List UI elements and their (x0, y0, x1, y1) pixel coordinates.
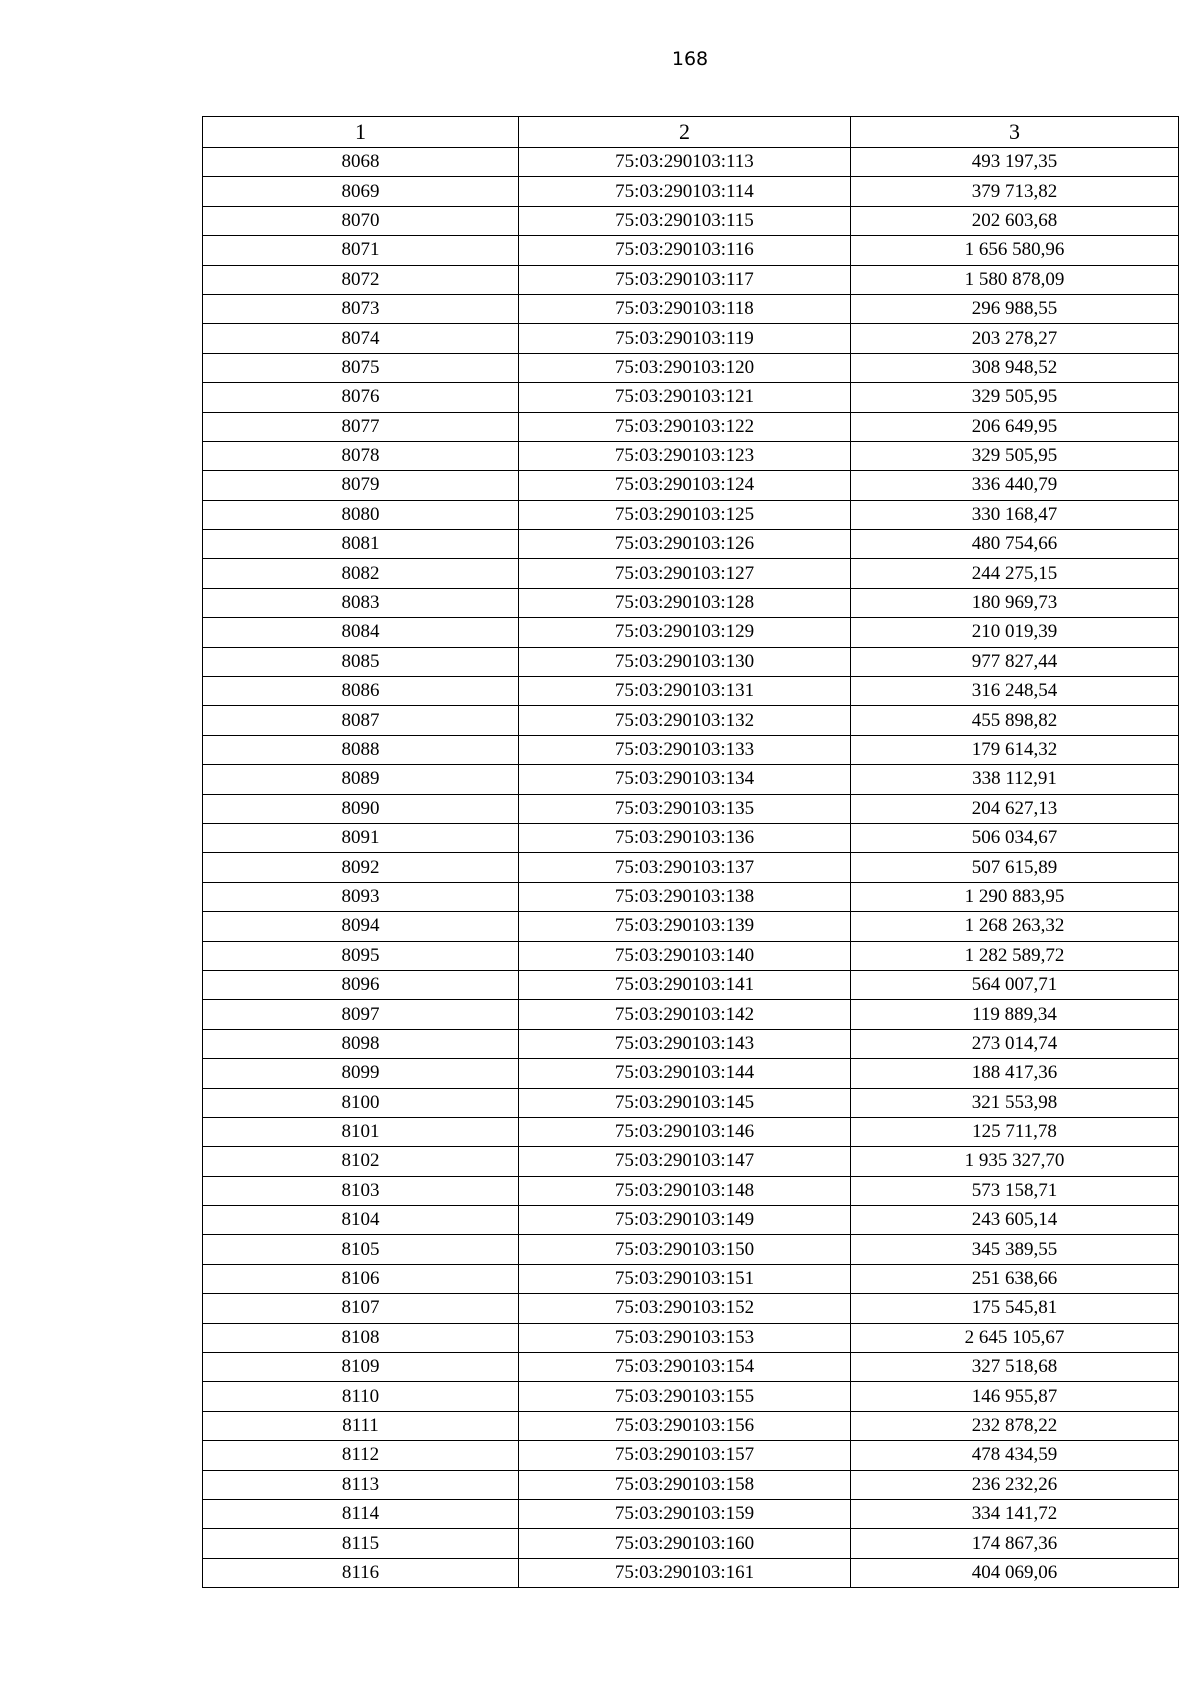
table-row (203, 1000, 1179, 1029)
column-header-3: 3 (851, 117, 1179, 148)
cell-value: 202 603,68 (851, 206, 1179, 235)
column-header-1: 1 (203, 117, 519, 148)
table-row (203, 970, 1179, 999)
cell-number: 8093 (203, 882, 519, 911)
table-row (203, 1323, 1179, 1352)
table-row (203, 1059, 1179, 1088)
table-row (203, 1529, 1179, 1558)
cell-value: 1 935 327,70 (851, 1147, 1179, 1176)
cell-value: 336 440,79 (851, 471, 1179, 500)
cell-value: 210 019,39 (851, 618, 1179, 647)
cell-cadastral-number: 75:03:290103:143 (519, 1029, 851, 1058)
cell-number: 8104 (203, 1206, 519, 1235)
cell-number: 8102 (203, 1147, 519, 1176)
cell-value: 308 948,52 (851, 353, 1179, 382)
cell-value: 243 605,14 (851, 1206, 1179, 1235)
cell-number: 8079 (203, 471, 519, 500)
cell-number: 8068 (203, 148, 519, 177)
cell-cadastral-number: 75:03:290103:144 (519, 1059, 851, 1088)
cell-value: 1 580 878,09 (851, 265, 1179, 294)
cell-cadastral-number: 75:03:290103:152 (519, 1294, 851, 1323)
cell-number: 8071 (203, 236, 519, 265)
table-row (203, 1382, 1179, 1411)
table-row (203, 677, 1179, 706)
cell-value: 174 867,36 (851, 1529, 1179, 1558)
table-row (203, 882, 1179, 911)
cell-cadastral-number: 75:03:290103:113 (519, 148, 851, 177)
cell-cadastral-number: 75:03:290103:137 (519, 853, 851, 882)
cell-value: 1 290 883,95 (851, 882, 1179, 911)
table-row (203, 441, 1179, 470)
table-row (203, 1235, 1179, 1264)
cell-cadastral-number: 75:03:290103:129 (519, 618, 851, 647)
cell-cadastral-number: 75:03:290103:148 (519, 1176, 851, 1205)
table-row (203, 1117, 1179, 1146)
cell-number: 8106 (203, 1264, 519, 1293)
table-row (203, 471, 1179, 500)
cell-number: 8109 (203, 1353, 519, 1382)
cell-number: 8090 (203, 794, 519, 823)
cell-cadastral-number: 75:03:290103:149 (519, 1206, 851, 1235)
table-row (203, 294, 1179, 323)
cell-number: 8098 (203, 1029, 519, 1058)
cell-cadastral-number: 75:03:290103:132 (519, 706, 851, 735)
cell-number: 8080 (203, 500, 519, 529)
table-row (203, 177, 1179, 206)
cell-value: 1 268 263,32 (851, 912, 1179, 941)
cell-number: 8116 (203, 1558, 519, 1587)
cell-value: 977 827,44 (851, 647, 1179, 676)
cell-number: 8078 (203, 441, 519, 470)
header-row (203, 117, 1179, 148)
table-row (203, 1411, 1179, 1440)
table-row (203, 1147, 1179, 1176)
table-row (203, 1558, 1179, 1587)
cell-value: 232 878,22 (851, 1411, 1179, 1440)
cell-value: 507 615,89 (851, 853, 1179, 882)
cell-number: 8089 (203, 765, 519, 794)
cell-cadastral-number: 75:03:290103:131 (519, 677, 851, 706)
cell-value: 564 007,71 (851, 970, 1179, 999)
cell-value: 493 197,35 (851, 148, 1179, 177)
cell-cadastral-number: 75:03:290103:159 (519, 1499, 851, 1528)
table-row (203, 853, 1179, 882)
cell-cadastral-number: 75:03:290103:130 (519, 647, 851, 676)
cell-value: 296 988,55 (851, 294, 1179, 323)
cell-value: 125 711,78 (851, 1117, 1179, 1146)
table-row (203, 1470, 1179, 1499)
cell-cadastral-number: 75:03:290103:117 (519, 265, 851, 294)
cell-number: 8113 (203, 1470, 519, 1499)
table-row (203, 1088, 1179, 1117)
cell-cadastral-number: 75:03:290103:141 (519, 970, 851, 999)
cell-value: 334 141,72 (851, 1499, 1179, 1528)
cell-cadastral-number: 75:03:290103:121 (519, 383, 851, 412)
cell-number: 8103 (203, 1176, 519, 1205)
cell-value: 480 754,66 (851, 530, 1179, 559)
cell-number: 8115 (203, 1529, 519, 1558)
table-row (203, 1499, 1179, 1528)
cell-number: 8072 (203, 265, 519, 294)
cell-value: 329 505,95 (851, 441, 1179, 470)
cell-cadastral-number: 75:03:290103:157 (519, 1441, 851, 1470)
cell-cadastral-number: 75:03:290103:114 (519, 177, 851, 206)
cell-number: 8101 (203, 1117, 519, 1146)
cell-cadastral-number: 75:03:290103:158 (519, 1470, 851, 1499)
table-row (203, 353, 1179, 382)
cell-number: 8083 (203, 588, 519, 617)
cell-value: 506 034,67 (851, 823, 1179, 852)
cell-cadastral-number: 75:03:290103:140 (519, 941, 851, 970)
table-row (203, 500, 1179, 529)
cell-value: 188 417,36 (851, 1059, 1179, 1088)
cell-cadastral-number: 75:03:290103:125 (519, 500, 851, 529)
cell-cadastral-number: 75:03:290103:122 (519, 412, 851, 441)
cell-cadastral-number: 75:03:290103:119 (519, 324, 851, 353)
cell-value: 316 248,54 (851, 677, 1179, 706)
cell-cadastral-number: 75:03:290103:155 (519, 1382, 851, 1411)
table-row (203, 765, 1179, 794)
table-row (203, 941, 1179, 970)
cell-cadastral-number: 75:03:290103:139 (519, 912, 851, 941)
table-row (203, 530, 1179, 559)
table-row (203, 794, 1179, 823)
cell-cadastral-number: 75:03:290103:146 (519, 1117, 851, 1146)
cell-number: 8100 (203, 1088, 519, 1117)
table-row (203, 1353, 1179, 1382)
table-row (203, 706, 1179, 735)
cell-value: 146 955,87 (851, 1382, 1179, 1411)
cell-value: 251 638,66 (851, 1264, 1179, 1293)
table-row (203, 148, 1179, 177)
cell-number: 8094 (203, 912, 519, 941)
cell-cadastral-number: 75:03:290103:142 (519, 1000, 851, 1029)
cell-value: 175 545,81 (851, 1294, 1179, 1323)
cell-value: 327 518,68 (851, 1353, 1179, 1382)
table-row (203, 1029, 1179, 1058)
cell-value: 338 112,91 (851, 765, 1179, 794)
cell-number: 8085 (203, 647, 519, 676)
cell-value: 273 014,74 (851, 1029, 1179, 1058)
cell-cadastral-number: 75:03:290103:127 (519, 559, 851, 588)
cell-cadastral-number: 75:03:290103:154 (519, 1353, 851, 1382)
column-header-2: 2 (519, 117, 851, 148)
cell-value: 455 898,82 (851, 706, 1179, 735)
cell-number: 8108 (203, 1323, 519, 1352)
cell-value: 1 656 580,96 (851, 236, 1179, 265)
data-table (202, 116, 1179, 1588)
cell-cadastral-number: 75:03:290103:147 (519, 1147, 851, 1176)
cell-value: 203 278,27 (851, 324, 1179, 353)
cell-cadastral-number: 75:03:290103:133 (519, 735, 851, 764)
cell-value: 404 069,06 (851, 1558, 1179, 1587)
cell-value: 321 553,98 (851, 1088, 1179, 1117)
cell-value: 330 168,47 (851, 500, 1179, 529)
table-row (203, 383, 1179, 412)
cell-value: 119 889,34 (851, 1000, 1179, 1029)
table-row (203, 324, 1179, 353)
table-row (203, 588, 1179, 617)
cell-cadastral-number: 75:03:290103:151 (519, 1264, 851, 1293)
cell-cadastral-number: 75:03:290103:150 (519, 1235, 851, 1264)
table-row (203, 559, 1179, 588)
cell-number: 8082 (203, 559, 519, 588)
cell-number: 8087 (203, 706, 519, 735)
cell-number: 8097 (203, 1000, 519, 1029)
cell-value: 573 158,71 (851, 1176, 1179, 1205)
cell-value: 179 614,32 (851, 735, 1179, 764)
table-row (203, 1176, 1179, 1205)
cell-cadastral-number: 75:03:290103:145 (519, 1088, 851, 1117)
cell-number: 8095 (203, 941, 519, 970)
cell-cadastral-number: 75:03:290103:135 (519, 794, 851, 823)
cell-number: 8069 (203, 177, 519, 206)
cell-cadastral-number: 75:03:290103:126 (519, 530, 851, 559)
cell-cadastral-number: 75:03:290103:134 (519, 765, 851, 794)
cell-cadastral-number: 75:03:290103:138 (519, 882, 851, 911)
table-row (203, 912, 1179, 941)
cell-cadastral-number: 75:03:290103:161 (519, 1558, 851, 1587)
cell-value: 478 434,59 (851, 1441, 1179, 1470)
cell-value: 329 505,95 (851, 383, 1179, 412)
cell-value: 379 713,82 (851, 177, 1179, 206)
cell-number: 8076 (203, 383, 519, 412)
cell-number: 8091 (203, 823, 519, 852)
cell-value: 180 969,73 (851, 588, 1179, 617)
cell-cadastral-number: 75:03:290103:128 (519, 588, 851, 617)
cell-number: 8112 (203, 1441, 519, 1470)
cell-cadastral-number: 75:03:290103:136 (519, 823, 851, 852)
table-row (203, 1294, 1179, 1323)
cell-cadastral-number: 75:03:290103:116 (519, 236, 851, 265)
table-row (203, 1441, 1179, 1470)
cell-number: 8088 (203, 735, 519, 764)
table-body (203, 148, 1179, 1588)
cell-number: 8075 (203, 353, 519, 382)
cell-number: 8110 (203, 1382, 519, 1411)
cell-value: 1 282 589,72 (851, 941, 1179, 970)
table-row (203, 618, 1179, 647)
cell-number: 8114 (203, 1499, 519, 1528)
cell-number: 8074 (203, 324, 519, 353)
table-row (203, 1264, 1179, 1293)
cell-cadastral-number: 75:03:290103:160 (519, 1529, 851, 1558)
cell-value: 206 649,95 (851, 412, 1179, 441)
table-row (203, 1206, 1179, 1235)
cell-cadastral-number: 75:03:290103:115 (519, 206, 851, 235)
table-row (203, 265, 1179, 294)
cell-number: 8086 (203, 677, 519, 706)
cell-value: 204 627,13 (851, 794, 1179, 823)
cell-cadastral-number: 75:03:290103:118 (519, 294, 851, 323)
cell-number: 8081 (203, 530, 519, 559)
cell-number: 8105 (203, 1235, 519, 1264)
cell-value: 2 645 105,67 (851, 1323, 1179, 1352)
cell-number: 8107 (203, 1294, 519, 1323)
table-header (203, 117, 1179, 148)
cell-number: 8096 (203, 970, 519, 999)
cell-number: 8077 (203, 412, 519, 441)
table-row (203, 412, 1179, 441)
page-number: 168 (671, 48, 709, 70)
table-row (203, 735, 1179, 764)
cell-cadastral-number: 75:03:290103:120 (519, 353, 851, 382)
cell-number: 8092 (203, 853, 519, 882)
table-row (203, 206, 1179, 235)
cell-number: 8099 (203, 1059, 519, 1088)
table-row (203, 236, 1179, 265)
cell-number: 8111 (203, 1411, 519, 1440)
cell-cadastral-number: 75:03:290103:153 (519, 1323, 851, 1352)
cell-number: 8070 (203, 206, 519, 235)
cell-cadastral-number: 75:03:290103:156 (519, 1411, 851, 1440)
cell-number: 8073 (203, 294, 519, 323)
cell-number: 8084 (203, 618, 519, 647)
cell-cadastral-number: 75:03:290103:123 (519, 441, 851, 470)
table-row (203, 823, 1179, 852)
table-row (203, 647, 1179, 676)
cell-value: 345 389,55 (851, 1235, 1179, 1264)
cell-cadastral-number: 75:03:290103:124 (519, 471, 851, 500)
cell-value: 236 232,26 (851, 1470, 1179, 1499)
cell-value: 244 275,15 (851, 559, 1179, 588)
